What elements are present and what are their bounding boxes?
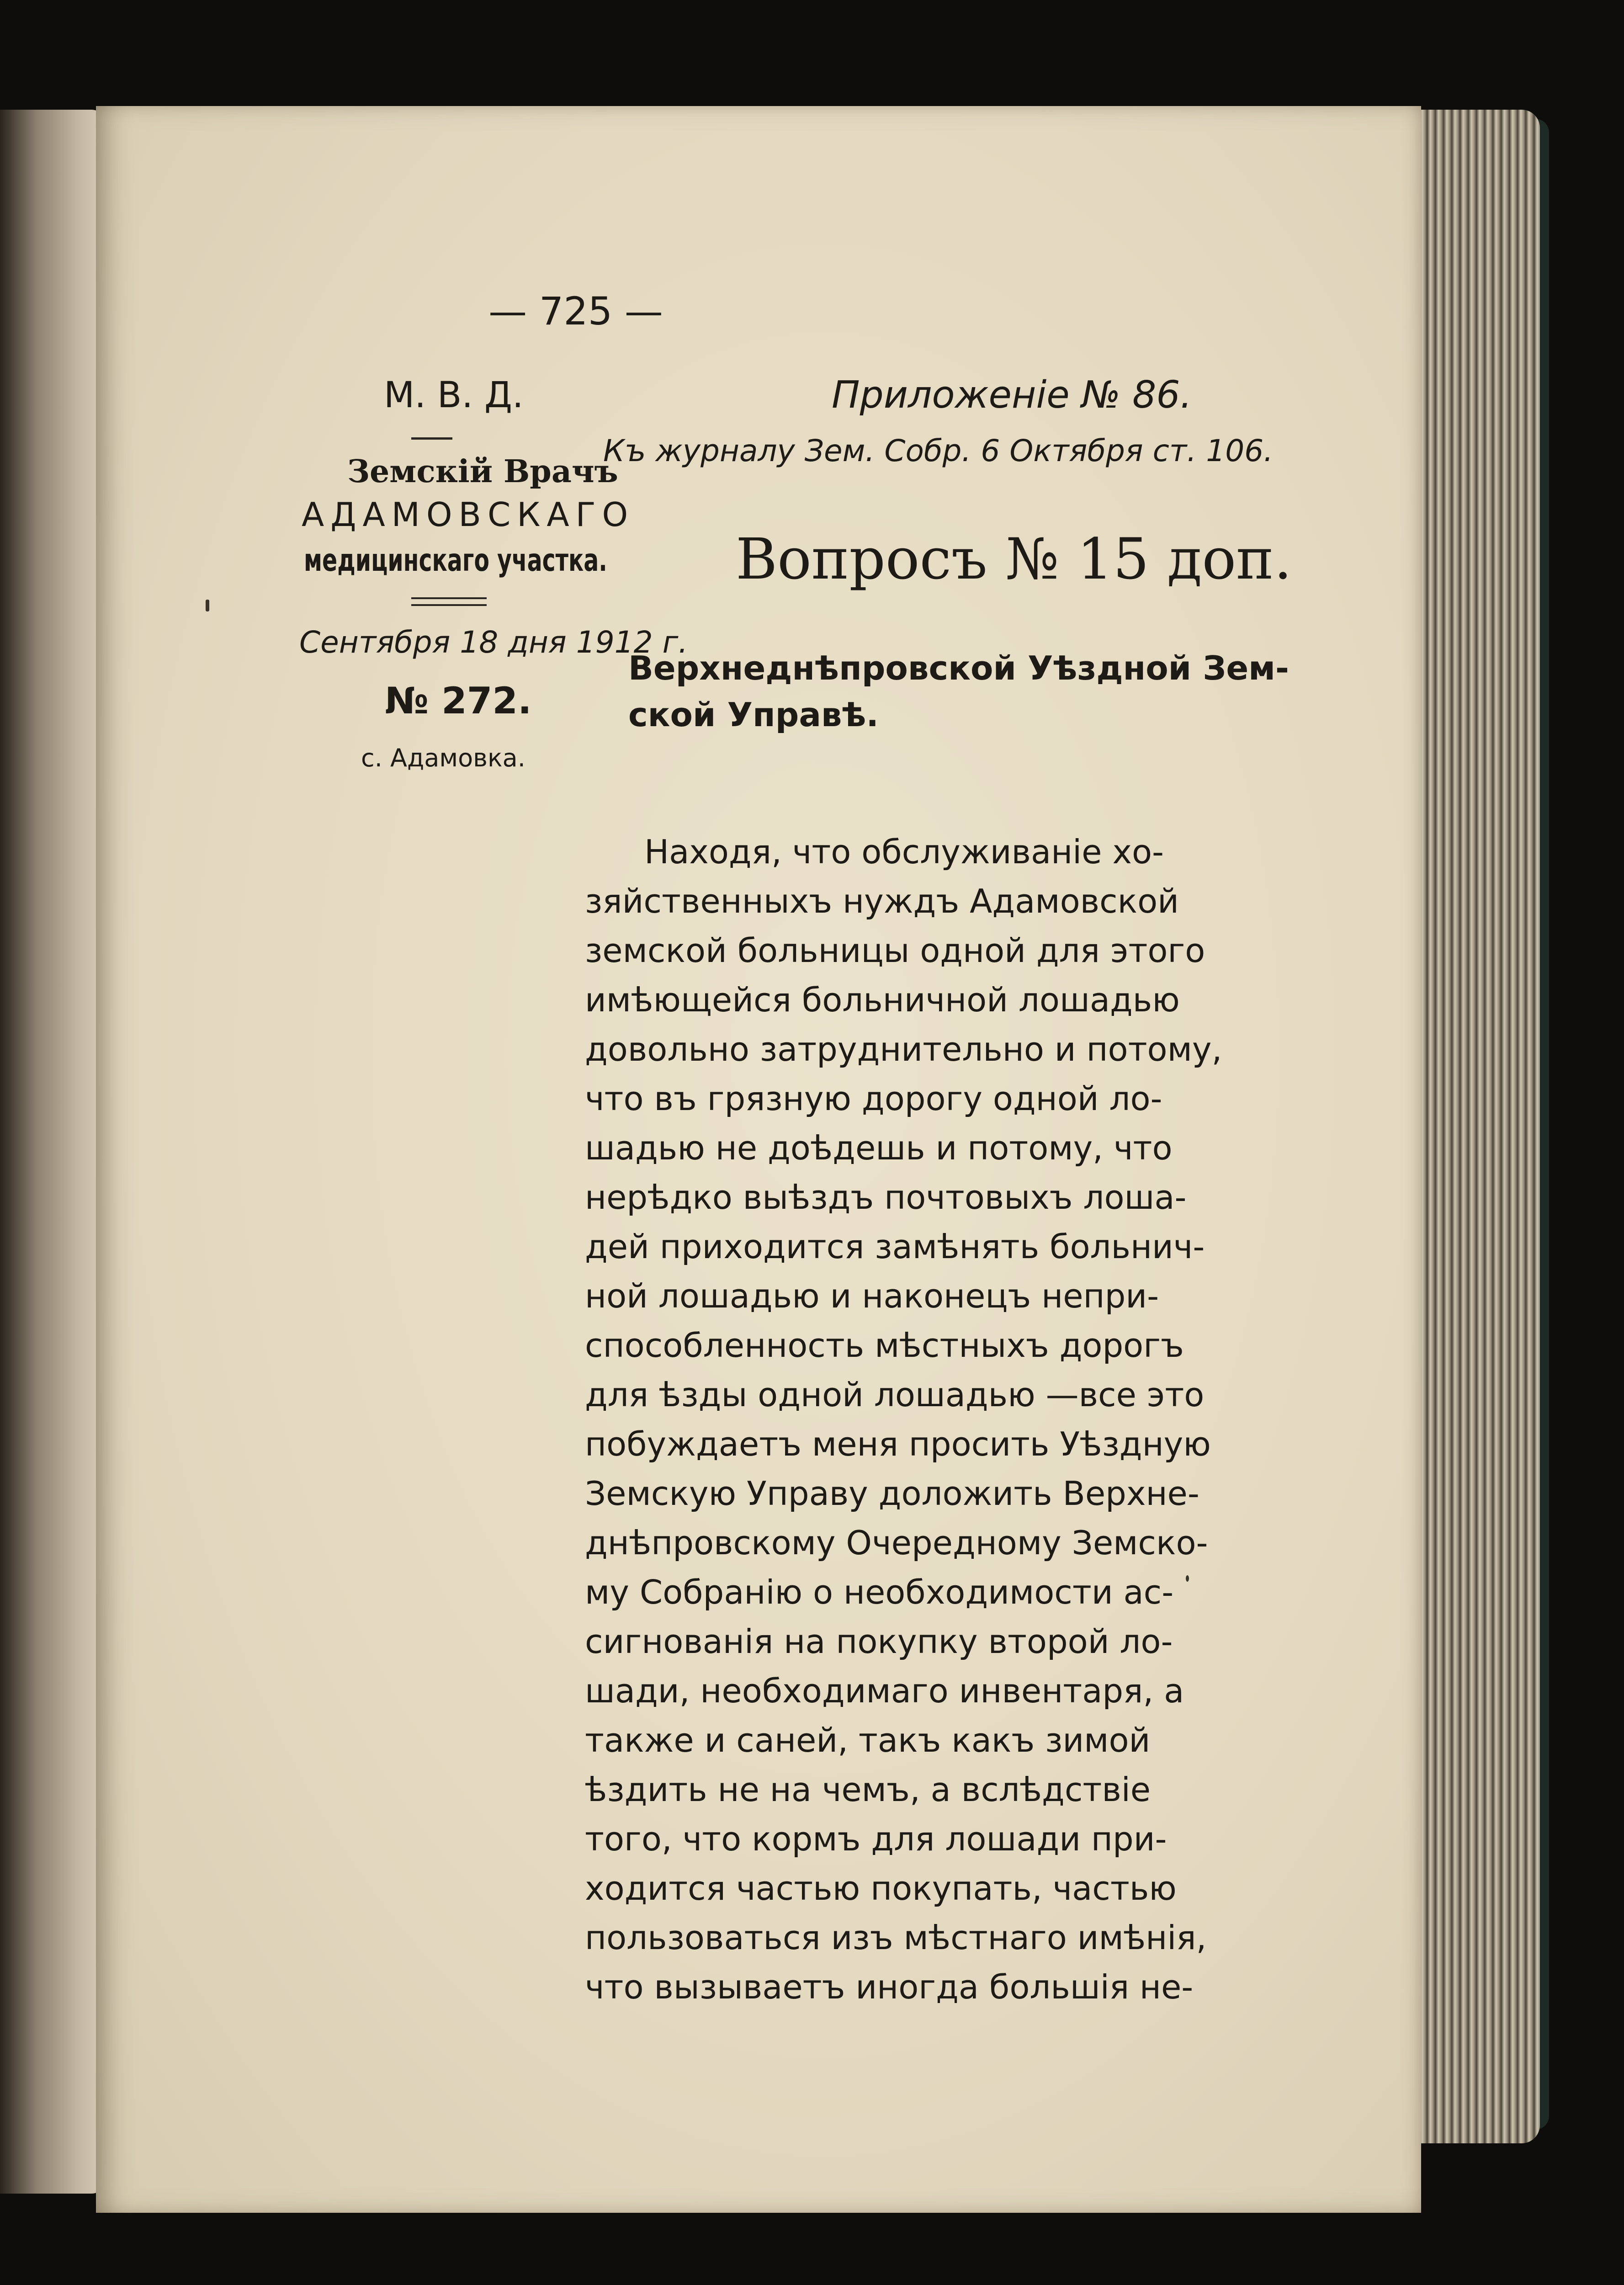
- body-line: сигнованія на покупку второй ло-: [585, 1622, 1173, 1661]
- body-line: днѣпровскому Очередному Земско-: [585, 1524, 1208, 1562]
- left-page-edge: [0, 110, 105, 2194]
- ministry-rule: [411, 437, 452, 440]
- ministry-abbreviation: М. В. Д.: [384, 375, 524, 416]
- body-line: ной лошадью и наконецъ непри-: [585, 1277, 1159, 1315]
- body-line: довольно затруднительно и потому,: [585, 1030, 1222, 1068]
- ink-speck: [1186, 1575, 1189, 1582]
- doctor-title: Земскій Врачъ: [347, 453, 618, 490]
- appendix-heading: Приложеніе № 86.: [832, 373, 1192, 417]
- section-double-rule-top: [411, 597, 487, 599]
- body-line: ѣздить не на чемъ, а вслѣдствіе: [585, 1770, 1151, 1809]
- letter-number: № 272.: [385, 680, 532, 722]
- body-line: дей приходится замѣнять больнич-: [585, 1228, 1205, 1266]
- body-line: что въ грязную дорогу одной ло-: [585, 1079, 1162, 1118]
- body-line: пользоваться изъ мѣстнаго имѣнія,: [585, 1918, 1207, 1957]
- body-line: Земскую Управу доложить Верхне-: [585, 1474, 1199, 1513]
- body-line: для ѣзды одной лошадью —все это: [585, 1376, 1205, 1414]
- journal-reference: Къ журналу Зем. Собр. 6 Октября ст. 106.: [603, 433, 1274, 468]
- book-page: [96, 106, 1421, 2213]
- body-line: имѣющейся больничной лошадью: [585, 981, 1180, 1019]
- body-line: ходится частью покупать, частью: [585, 1869, 1177, 1908]
- body-line: земской больницы одной для этого: [585, 931, 1205, 970]
- body-line: шади, необходимаго инвентаря, а: [585, 1672, 1184, 1710]
- body-line: что вызываетъ иногда большія не-: [585, 1968, 1194, 2006]
- body-line: также и саней, такъ какъ зимой: [585, 1721, 1151, 1759]
- body-line: шадью не доѣдешь и потому, что: [585, 1129, 1173, 1167]
- page-number: — 725 —: [488, 289, 663, 334]
- letter-date: Сентября 18 дня 1912 г.: [299, 625, 688, 660]
- body-line: способленность мѣстныхъ дорогъ: [585, 1326, 1184, 1365]
- ink-speck: [206, 600, 209, 611]
- question-heading: Вопросъ № 15 доп.: [736, 526, 1292, 592]
- medical-section: медицинскаго участка.: [304, 542, 607, 579]
- body-line: побуждаетъ меня просить Уѣздную: [585, 1425, 1211, 1463]
- body-line: зяйственныхъ нуждъ Адамовской: [585, 882, 1179, 920]
- addressee-line-2: ской Управѣ.: [628, 696, 879, 734]
- body-line: му Собранію о необходимости ас-: [585, 1573, 1174, 1611]
- section-double-rule-bottom: [411, 604, 487, 606]
- addressee-line-1: Верхнеднѣпровской Уѣздной Зем-: [628, 649, 1289, 687]
- page-fore-edges: [1403, 110, 1540, 2143]
- district-name: АДАМОВСКАГО: [302, 495, 635, 534]
- body-line: Находя, что обслуживаніе хо-: [644, 833, 1164, 871]
- body-line: нерѣдко выѣздъ почтовыхъ лоша-: [585, 1178, 1187, 1217]
- village-name: с. Адамовка.: [361, 744, 525, 772]
- body-line: того, что кормъ для лошади при-: [585, 1820, 1167, 1858]
